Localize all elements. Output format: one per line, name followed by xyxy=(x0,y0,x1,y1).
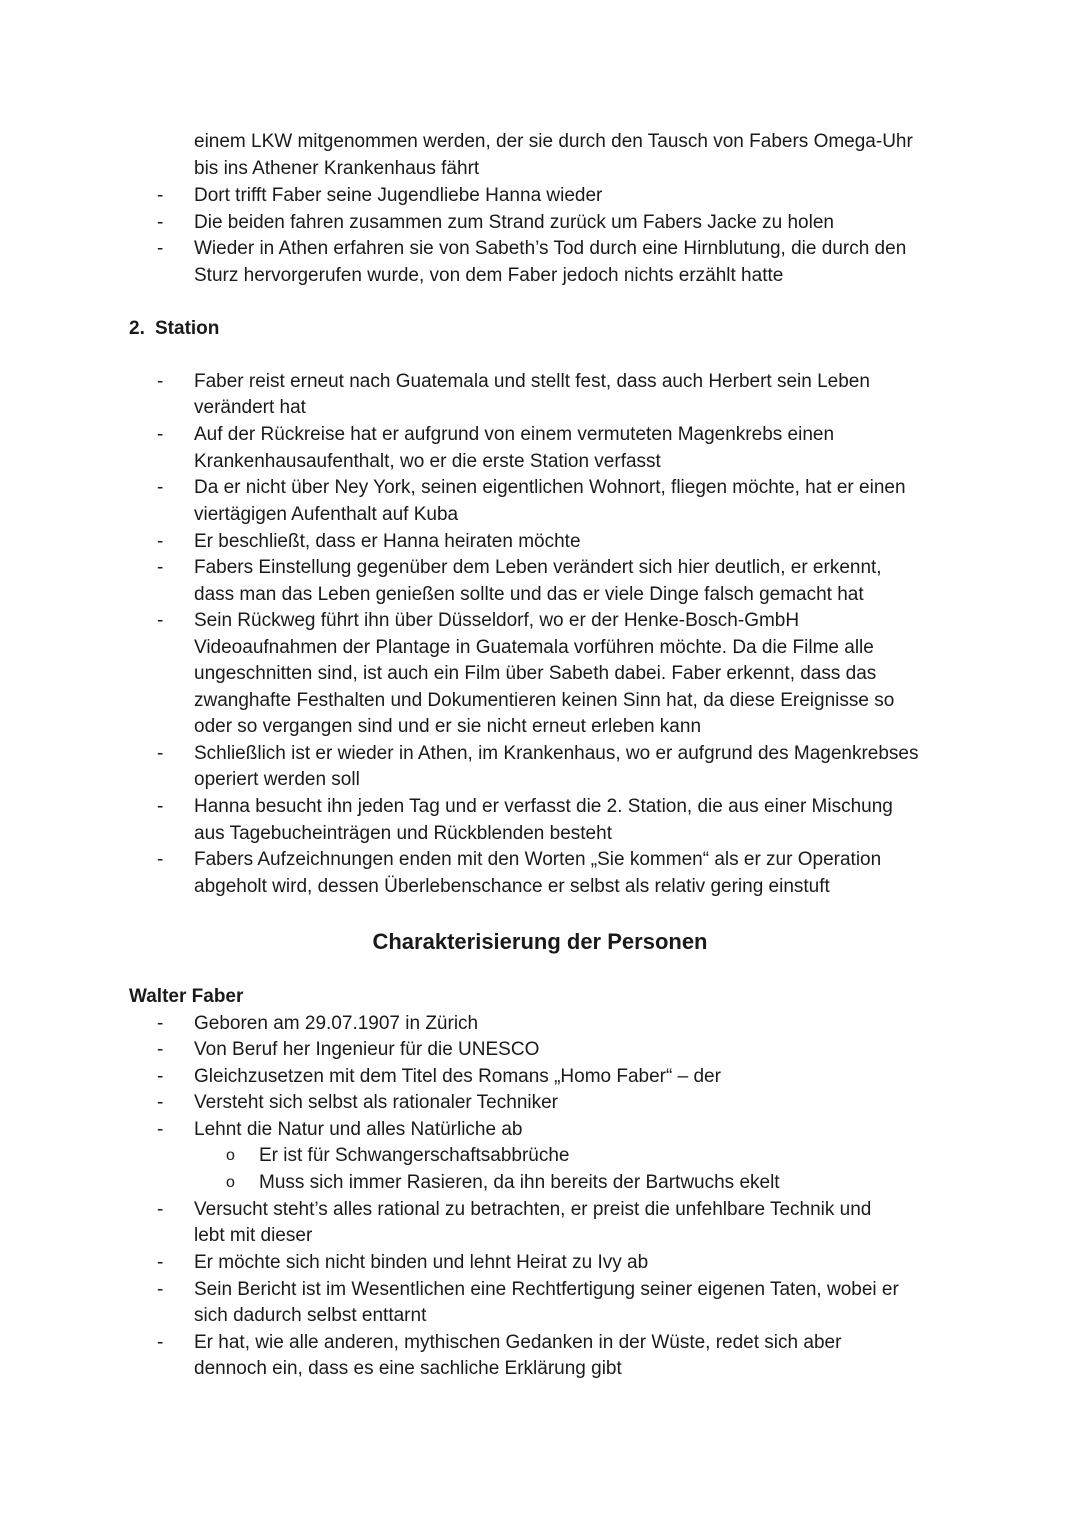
text-line: aus Tagebucheinträgen und Rückblenden besteht xyxy=(194,823,612,844)
text-line: lebt mit dieser xyxy=(194,1225,313,1246)
text-line: Von Beruf her Ingenieur für die UNESCO xyxy=(194,1039,540,1060)
text-line: Hanna besucht ihn jeden Tag und er verfasst die 2. Station, die aus einer Mischung xyxy=(194,796,893,817)
text-line: dennoch ein, dass es eine sachliche Erklärung gibt xyxy=(194,1358,622,1379)
text-line: viertägigen Aufenthalt auf Kuba xyxy=(194,504,459,525)
text-line: Sturz hervorgerufen wurde, von dem Faber jedoch nichts erzählt hatte xyxy=(194,265,784,286)
section-number: 2. xyxy=(129,318,145,339)
bullet-dash: - xyxy=(157,743,164,764)
bullet-dash: - xyxy=(157,1332,164,1353)
bullet-dash: - xyxy=(157,1252,164,1273)
bullet-dash: - xyxy=(157,610,164,631)
text-line: sich dadurch selbst enttarnt xyxy=(194,1305,427,1326)
text-line: oder so vergangen sind und er sie nicht erneut erleben kann xyxy=(194,716,702,737)
text-line: Die beiden fahren zusammen zum Strand zurück um Fabers Jacke zu holen xyxy=(194,212,834,233)
person-name: Walter Faber xyxy=(129,986,244,1007)
text-line: operiert werden soll xyxy=(194,769,360,790)
sub-text-line: Muss sich immer Rasieren, da ihn bereits der Bartwuchs ekelt xyxy=(259,1172,780,1193)
bullet-dash: - xyxy=(157,1119,164,1140)
bullet-dash: - xyxy=(157,424,164,445)
text-line: zwanghafte Festhalten und Dokumentieren keinen Sinn hat, da diese Ereignisse so xyxy=(194,690,895,711)
sub-text-line: Er ist für Schwangerschaftsabbrüche xyxy=(259,1145,570,1166)
bullet-dash: - xyxy=(157,1066,164,1087)
text-line: Da er nicht über Ney York, seinen eigentlichen Wohnort, fliegen möchte, hat er einen xyxy=(194,477,906,498)
sub-bullet-circle: o xyxy=(226,1174,235,1191)
text-line: Fabers Aufzeichnungen enden mit den Worten „Sie kommen“ als er zur Operation xyxy=(194,849,882,870)
text-line: Dort trifft Faber seine Jugendliebe Hanna wieder xyxy=(194,185,603,206)
bullet-dash: - xyxy=(157,1279,164,1300)
section-title: Station xyxy=(155,318,220,339)
text-line: Er möchte sich nicht binden und lehnt Heirat zu Ivy ab xyxy=(194,1252,649,1273)
bullet-dash: - xyxy=(157,531,164,552)
text-line: Sein Rückweg führt ihn über Düsseldorf, wo er der Henke-Bosch-GmbH xyxy=(194,610,800,631)
text-line: Er hat, wie alle anderen, mythischen Gedanken in der Wüste, redet sich aber xyxy=(194,1332,842,1353)
sub-bullet-circle: o xyxy=(226,1147,235,1164)
text-line: verändert hat xyxy=(194,397,306,418)
bullet-dash: - xyxy=(157,1092,164,1113)
page-title: Charakterisierung der Personen xyxy=(372,929,708,954)
text-line: bis ins Athener Krankenhaus fährt xyxy=(194,158,480,179)
text-line: abgeholt wird, dessen Überlebenschance er selbst als relativ gering einstuft xyxy=(194,876,830,897)
bullet-dash: - xyxy=(157,238,164,259)
text-line: Versteht sich selbst als rationaler Techniker xyxy=(194,1092,558,1113)
text-line: Fabers Einstellung gegenüber dem Leben verändert sich hier deutlich, er erkennt, xyxy=(194,557,882,578)
text-line: Wieder in Athen erfahren sie von Sabeth’s Tod durch eine Hirnblutung, die durch den xyxy=(194,238,907,259)
bullet-dash: - xyxy=(157,1199,164,1220)
bullet-dash: - xyxy=(157,849,164,870)
bullet-dash: - xyxy=(157,796,164,817)
text-line: Faber reist erneut nach Guatemala und stellt fest, dass auch Herbert sein Leben xyxy=(194,371,870,392)
bullet-dash: - xyxy=(157,371,164,392)
text-line: Gleichzusetzen mit dem Titel des Romans „Homo Faber“ – der xyxy=(194,1066,721,1087)
text-line: Versucht steht’s alles rational zu betrachten, er preist die unfehlbare Technik und xyxy=(194,1199,872,1220)
text-line: Lehnt die Natur und alles Natürliche ab xyxy=(194,1119,523,1140)
bullet-dash: - xyxy=(157,477,164,498)
text-line: einem LKW mitgenommen werden, der sie durch den Tausch von Fabers Omega-Uhr xyxy=(194,131,913,152)
text-line: Auf der Rückreise hat er aufgrund von einem vermuteten Magenkrebs einen xyxy=(194,424,835,445)
text-line: Sein Bericht ist im Wesentlichen eine Rechtfertigung seiner eigenen Taten, wobei er xyxy=(194,1279,899,1300)
text-line: Geboren am 29.07.1907 in Zürich xyxy=(194,1013,479,1034)
text-line: Krankenhausaufenthalt, wo er die erste Station verfasst xyxy=(194,451,661,472)
bullet-dash: - xyxy=(157,557,164,578)
text-line: Schließlich ist er wieder in Athen, im Krankenhaus, wo er aufgrund des Magenkrebses xyxy=(194,743,919,764)
bullet-dash: - xyxy=(157,185,164,206)
text-line: ungeschnitten sind, ist auch ein Film über Sabeth dabei. Faber erkennt, dass das xyxy=(194,663,877,684)
text-line: dass man das Leben genießen sollte und das er viele Dinge falsch gemacht hat xyxy=(194,584,864,605)
text-line: Er beschließt, dass er Hanna heiraten möchte xyxy=(194,531,581,552)
text-line: Videoaufnahmen der Plantage in Guatemala vorführen möchte. Da die Filme alle xyxy=(194,637,874,658)
bullet-dash: - xyxy=(157,1039,164,1060)
bullet-dash: - xyxy=(157,212,164,233)
bullet-dash: - xyxy=(157,1013,164,1034)
